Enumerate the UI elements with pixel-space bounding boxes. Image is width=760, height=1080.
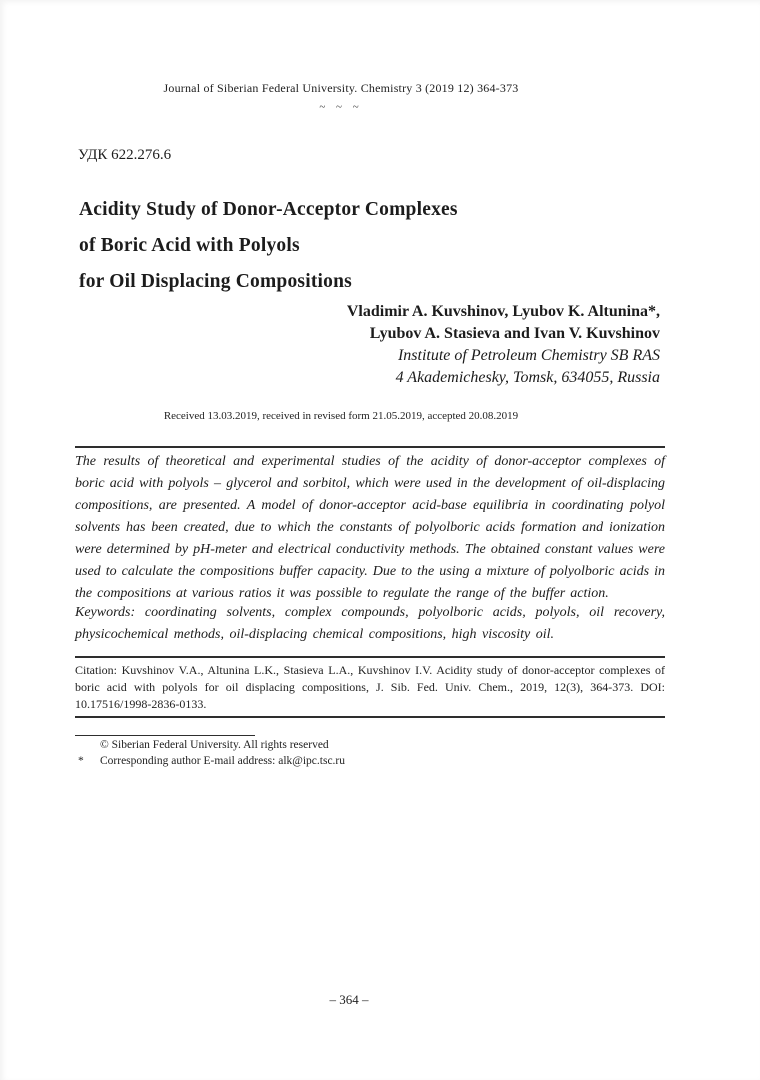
corresponding-author-footnote xyxy=(75,755,665,767)
paper-title-line-1: Acidity Study of Donor-Acceptor Complexes xyxy=(79,199,458,220)
horizontal-rule-citation-top xyxy=(75,656,665,658)
authors-block xyxy=(75,301,665,389)
copyright-notice: © Siberian Federal University. All rights reserved xyxy=(100,739,329,751)
horizontal-rule-top xyxy=(75,446,665,448)
citation-paragraph: Citation: Kuvshinov V.A., Altunina L.K., Stasieva L.A., Kuvshinov I.V. Acidity study of donor-acceptor complexes of boric acid with polyols for oil displacing compositions, J. Sib. Fed. Univ. Chem., 2019, 12(3), 364-373. DOI: 10.17516/1998-2836-0133. xyxy=(75,663,665,711)
abstract-paragraph: The results of theoretical and experimental studies of the acidity of donor-acceptor complexes of boric acid with polyols – glycerol and sorbitol, which were used in the development of oil-displacing compositions, are presented. A model of donor-acceptor acid-base equilibria in coordinating polyol solvents has been created, due to which the constants of polyolboric acids formation and ionization were determined by pH-meter and electrical conductivity methods. The obtained constant values were used to calculate the compositions buffer capacity. Due to the using a mixture of polyolboric acids in the compositions at various ratios it was possible to regulate the range of the buffer action. xyxy=(75,454,665,601)
footnote-asterisk: * xyxy=(78,755,84,767)
affiliation-line-2: 4 Akademichesky, Tomsk, 634055, Russia xyxy=(395,369,660,386)
horizontal-rule-citation-bottom xyxy=(75,716,665,718)
footnote-separator-rule xyxy=(75,735,255,736)
author-names-line-1: Vladimir A. Kuvshinov, Lyubov K. Altunina*, xyxy=(346,303,660,320)
tilde-separator: ~ ~ ~ xyxy=(319,101,363,113)
paper-title xyxy=(79,192,458,300)
page-number: – 364 – xyxy=(329,992,369,1007)
received-dates-line: Received 13.03.2019, received in revised form 21.05.2019, accepted 20.08.2019 xyxy=(163,410,519,422)
corresponding-author-email-line: Corresponding author E-mail address: alk@ipc.tsc.ru xyxy=(100,755,346,767)
author-names-line-2: Lyubov A. Stasieva and Ivan V. Kuvshinov xyxy=(369,325,660,342)
affiliation-line-1: Institute of Petroleum Chemistry SB RAS xyxy=(397,347,660,364)
paper-title-line-3: for Oil Displacing Compositions xyxy=(79,271,352,292)
keywords-paragraph: Keywords: coordinating solvents, complex compounds, polyolboric acids, polyols, oil recovery, physicochemical methods, oil-displacing chemical compositions, high viscosity oil. xyxy=(75,605,665,642)
udc-code: УДК 622.276.6 xyxy=(78,147,172,163)
journal-header-line: Journal of Siberian Federal University. Chemistry 3 (2019 12) 364-373 xyxy=(163,81,519,95)
paper-title-line-2: of Boric Acid with Polyols xyxy=(79,235,300,256)
